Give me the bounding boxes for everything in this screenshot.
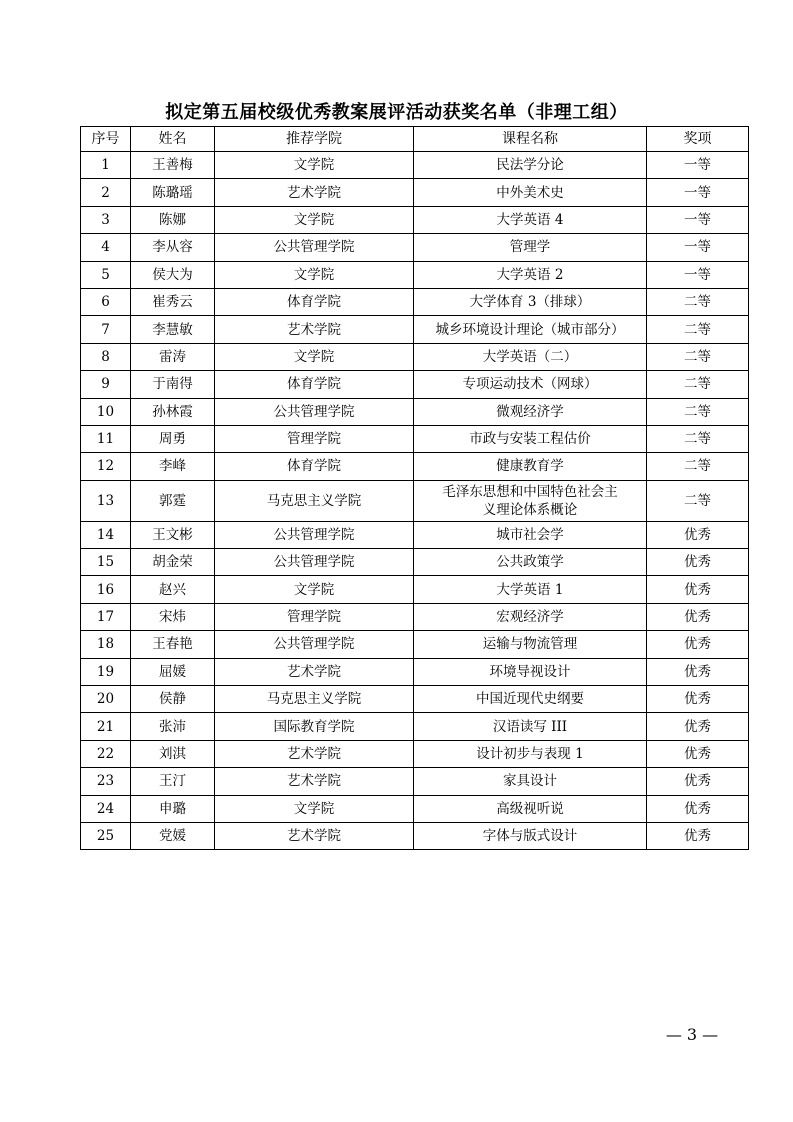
cell-name: 侯静 [131,686,215,713]
cell-award: 优秀 [647,603,749,630]
cell-college: 体育学院 [215,453,414,480]
cell-course: 字体与版式设计 [414,822,647,849]
cell-no: 7 [81,316,131,343]
cell-award: 优秀 [647,740,749,767]
table-row [81,631,749,658]
cell-course: 管理学 [414,234,647,261]
cell-name: 胡金荣 [131,549,215,576]
cell-no: 11 [81,425,131,452]
cell-no: 13 [81,480,131,521]
award-table [80,126,749,850]
column-header-name: 姓名 [131,127,215,152]
cell-no: 9 [81,371,131,398]
cell-college: 文学院 [215,261,414,288]
cell-name: 孙林霞 [131,398,215,425]
cell-no: 6 [81,288,131,315]
cell-course: 中国近现代史纲要 [414,686,647,713]
cell-award: 二等 [647,371,749,398]
cell-award: 优秀 [647,576,749,603]
cell-award: 一等 [647,234,749,261]
cell-name: 申璐 [131,795,215,822]
cell-name: 于南得 [131,371,215,398]
cell-award: 二等 [647,398,749,425]
cell-course: 运输与物流管理 [414,631,647,658]
cell-award: 优秀 [647,521,749,548]
cell-college: 文学院 [215,343,414,370]
cell-college: 马克思主义学院 [215,480,414,521]
cell-no: 10 [81,398,131,425]
cell-college: 艺术学院 [215,740,414,767]
cell-course: 大学英语（二） [414,343,647,370]
cell-course: 汉语读写 III [414,713,647,740]
cell-name: 王春艳 [131,631,215,658]
cell-college: 体育学院 [215,371,414,398]
cell-award: 一等 [647,179,749,206]
cell-college: 文学院 [215,795,414,822]
cell-college: 国际教育学院 [215,713,414,740]
cell-no: 23 [81,768,131,795]
cell-award: 二等 [647,480,749,521]
cell-no: 25 [81,822,131,849]
cell-course: 环境导视设计 [414,658,647,685]
cell-name: 屈媛 [131,658,215,685]
cell-no: 20 [81,686,131,713]
page-number: — 3 — [665,1025,719,1044]
table-row [81,179,749,206]
cell-no: 4 [81,234,131,261]
cell-college: 体育学院 [215,288,414,315]
cell-name: 张沛 [131,713,215,740]
cell-no: 19 [81,658,131,685]
cell-award: 一等 [647,206,749,233]
cell-award: 优秀 [647,713,749,740]
column-header-course: 课程名称 [414,127,647,152]
table-row [81,316,749,343]
cell-no: 18 [81,631,131,658]
cell-name: 李峰 [131,453,215,480]
table-row [81,658,749,685]
cell-college: 艺术学院 [215,822,414,849]
table-row [81,795,749,822]
table-row [81,288,749,315]
cell-college: 艺术学院 [215,768,414,795]
cell-award: 二等 [647,343,749,370]
cell-award: 优秀 [647,795,749,822]
cell-award: 一等 [647,152,749,179]
cell-course: 大学英语 1 [414,576,647,603]
table-row [81,549,749,576]
cell-name: 陈璐瑶 [131,179,215,206]
cell-award: 优秀 [647,686,749,713]
cell-course-line: 义理论体系概论 [482,501,578,518]
cell-course: 宏观经济学 [414,603,647,630]
cell-name: 赵兴 [131,576,215,603]
cell-course-line: 毛泽东思想和中国特色社会主 [442,483,618,500]
table-row [81,603,749,630]
cell-college: 艺术学院 [215,179,414,206]
column-header-award: 奖项 [647,127,749,152]
cell-no: 22 [81,740,131,767]
column-header-no: 序号 [81,127,131,152]
cell-name: 李从容 [131,234,215,261]
cell-name: 崔秀云 [131,288,215,315]
cell-name: 宋炜 [131,603,215,630]
table-row [81,453,749,480]
cell-award: 二等 [647,425,749,452]
cell-course [414,480,647,521]
cell-name: 党媛 [131,822,215,849]
cell-name: 刘淇 [131,740,215,767]
cell-no: 3 [81,206,131,233]
cell-college: 艺术学院 [215,658,414,685]
cell-college: 公共管理学院 [215,234,414,261]
cell-college: 文学院 [215,576,414,603]
cell-college: 艺术学院 [215,316,414,343]
cell-award: 二等 [647,453,749,480]
table-row [81,234,749,261]
cell-award: 优秀 [647,822,749,849]
cell-course: 城乡环境设计理论（城市部分） [414,316,647,343]
cell-name: 王文彬 [131,521,215,548]
cell-course: 民法学分论 [414,152,647,179]
cell-course: 健康教育学 [414,453,647,480]
table-row [81,576,749,603]
cell-award: 一等 [647,261,749,288]
cell-course: 专项运动技术（网球） [414,371,647,398]
table-row [81,261,749,288]
cell-course: 微观经济学 [414,398,647,425]
cell-college: 公共管理学院 [215,631,414,658]
cell-course: 公共政策学 [414,549,647,576]
cell-course: 设计初步与表现 1 [414,740,647,767]
cell-no: 21 [81,713,131,740]
table-row [81,371,749,398]
cell-name: 周勇 [131,425,215,452]
cell-no: 5 [81,261,131,288]
cell-college: 管理学院 [215,425,414,452]
cell-college: 公共管理学院 [215,398,414,425]
cell-award: 优秀 [647,549,749,576]
cell-no: 14 [81,521,131,548]
cell-name: 李慧敏 [131,316,215,343]
table-row [81,686,749,713]
cell-no: 17 [81,603,131,630]
table-row [81,521,749,548]
cell-course: 大学英语 4 [414,206,647,233]
cell-name: 王汀 [131,768,215,795]
table-row [81,152,749,179]
cell-course: 城市社会学 [414,521,647,548]
page-title: 拟定第五届校级优秀教案展评活动获奖名单（非理工组） [165,102,628,123]
table-row [81,206,749,233]
cell-award: 优秀 [647,768,749,795]
cell-college: 文学院 [215,206,414,233]
table-row [81,343,749,370]
cell-no: 15 [81,549,131,576]
cell-name: 侯大为 [131,261,215,288]
table-row [81,822,749,849]
table-row [81,713,749,740]
cell-award: 优秀 [647,631,749,658]
cell-course: 大学英语 2 [414,261,647,288]
cell-course: 市政与安装工程估价 [414,425,647,452]
table-row [81,480,749,521]
cell-name: 雷涛 [131,343,215,370]
cell-college: 管理学院 [215,603,414,630]
cell-name: 陈娜 [131,206,215,233]
cell-college: 公共管理学院 [215,521,414,548]
cell-award: 二等 [647,316,749,343]
cell-award: 优秀 [647,658,749,685]
cell-no: 24 [81,795,131,822]
cell-no: 1 [81,152,131,179]
cell-college: 公共管理学院 [215,549,414,576]
cell-no: 12 [81,453,131,480]
table-header-row [81,127,749,152]
table-row [81,425,749,452]
cell-course: 高级视听说 [414,795,647,822]
cell-college: 马克思主义学院 [215,686,414,713]
column-header-college: 推荐学院 [215,127,414,152]
cell-no: 8 [81,343,131,370]
cell-no: 16 [81,576,131,603]
cell-course: 大学体育 3（排球） [414,288,647,315]
cell-course: 中外美术史 [414,179,647,206]
table-row [81,398,749,425]
cell-name: 王善梅 [131,152,215,179]
cell-course: 家具设计 [414,768,647,795]
table-row [81,768,749,795]
cell-no: 2 [81,179,131,206]
cell-name: 郭霆 [131,480,215,521]
cell-college: 文学院 [215,152,414,179]
cell-award: 二等 [647,288,749,315]
table-row [81,740,749,767]
